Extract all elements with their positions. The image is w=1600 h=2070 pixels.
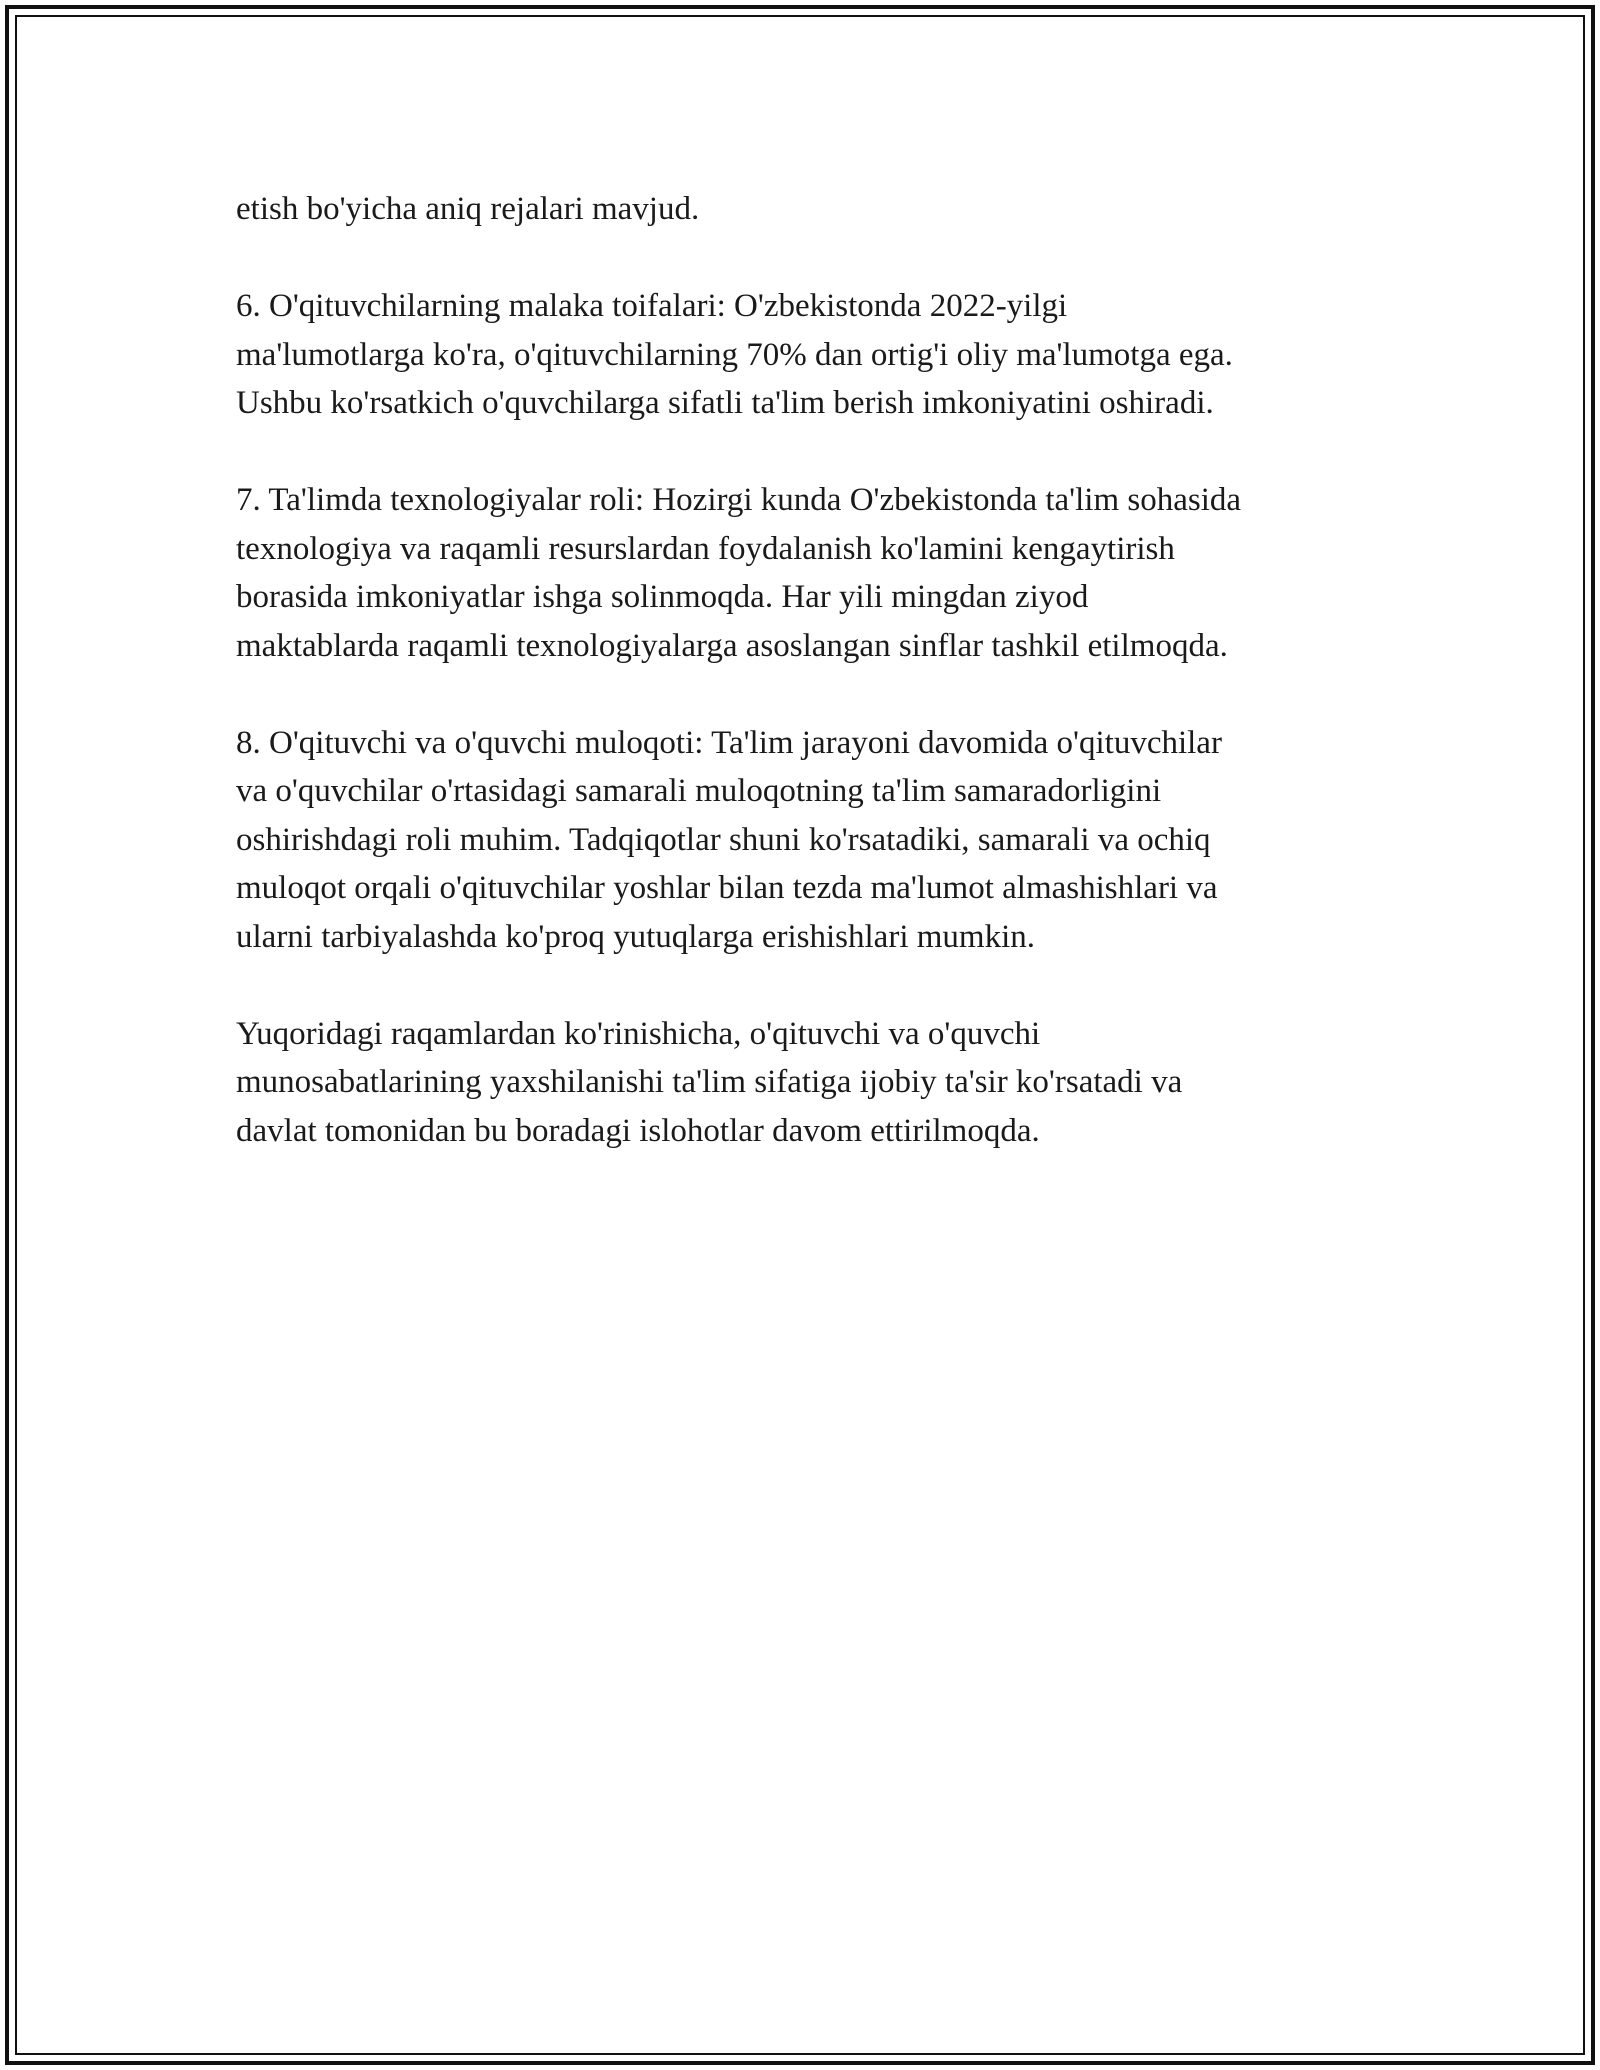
- paragraph-teacher-student-communication: 8. O'qituvchi va o'quvchi muloqoti: Ta'lim jarayoni davomida o'qituvchilar va o'quvchilar o'rtasidagi samarali muloqotning ta'lim samaradorligini oshirishdagi roli muhim. Tadqiqotlar shuni ko'rsatadiki, samarali va ochiq muloqot orqali o'qituvchilar yoshlar bilan tezda ma'lumot almashishlari va ularni tarbiyalashda ko'proq yutuqlarga erishishlari mumkin.: [236, 724, 1222, 955]
- paragraph-continuation: etish bo'yicha aniq rejalari mavjud.: [236, 191, 700, 227]
- paragraph-conclusion: Yuqoridagi raqamlardan ko'rinishicha, o'qituvchi va o'quvchi munosabatlarining yaxshilanishi ta'lim sifatiga ijobiy ta'sir ko'rsatadi va davlat tomonidan bu boradagi islohotlar davom ettirilmoqda.: [236, 1015, 1183, 1149]
- paragraph-technology-role: 7. Ta'limda texnologiyalar roli: Hozirgi kunda O'zbekistonda ta'lim sohasida texnologiya va raqamli resurslardan foydalanish ko'lamini kengaytirish borasida imkoniyatlar ishga solinmoqda. Har yili mingdan ziyod maktablarda raqamli texnologiyalarga asoslangan sinflar tashkil etilmoqda.: [236, 482, 1242, 664]
- document-body: [236, 185, 1386, 1204]
- paragraph-teacher-qualifications: 6. O'qituvchilarning malaka toifalari: O'zbekistonda 2022-yilgi ma'lumotlarga ko'ra, o'qituvchilarning 70% dan ortig'i oliy ma'lumotga ega. Ushbu ko'rsatkich o'quvchilarga sifatli ta'lim berish imkoniyatini oshiradi.: [236, 288, 1233, 421]
